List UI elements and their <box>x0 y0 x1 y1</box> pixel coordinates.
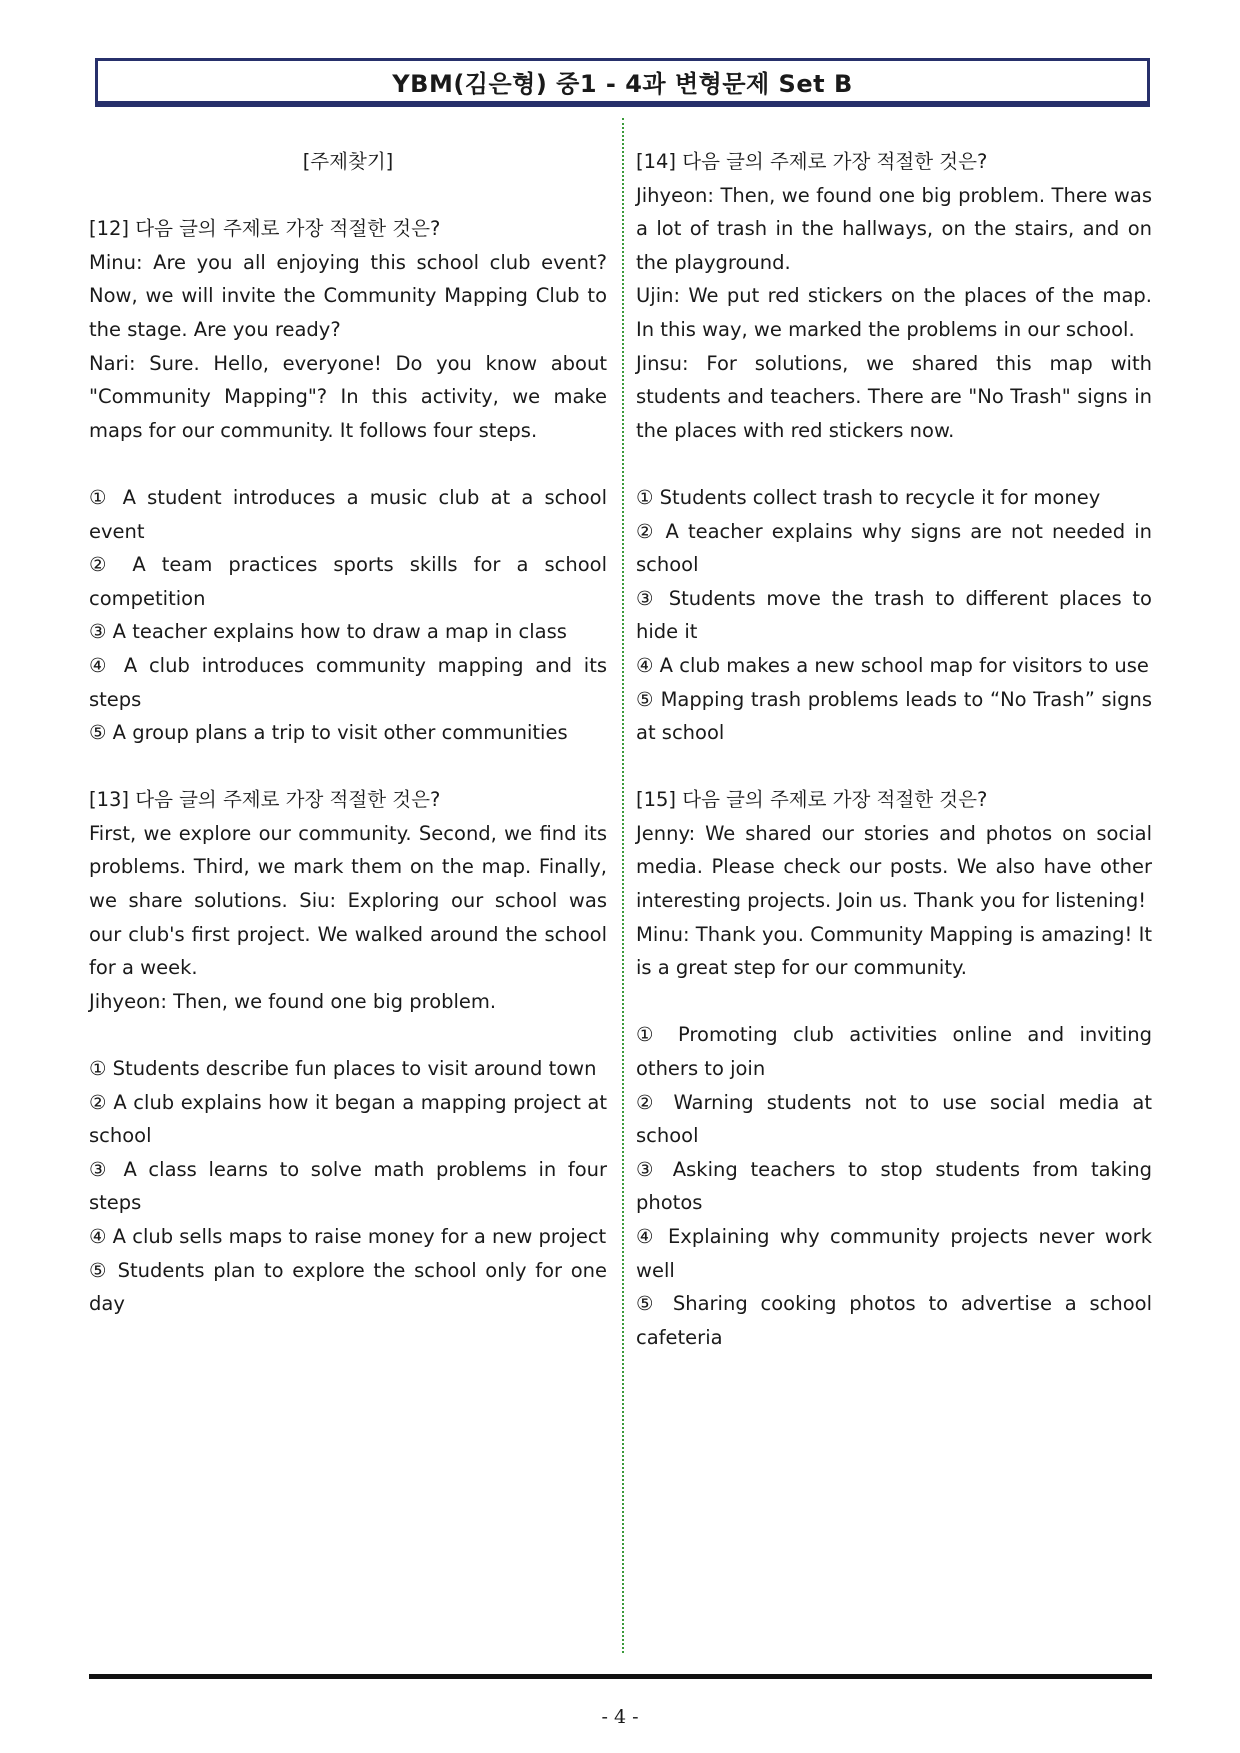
answer-choice-3[interactable]: ③ A class learns to solve math problems in four steps <box>89 1157 607 1215</box>
page-number: - 4 - <box>601 1706 639 1728</box>
column-divider <box>622 118 624 1653</box>
question-prompt: [15] 다음 글의 주제로 가장 적절한 것은? <box>636 788 988 812</box>
question-13 <box>89 783 607 1321</box>
passage-line: Ujin: We put red stickers on the places of the map. In this way, we marked the problems in our school. <box>636 284 1152 341</box>
question-15 <box>636 783 1152 1354</box>
answer-choice-4[interactable]: ④ A club makes a new school map for visitors to use <box>636 653 1149 677</box>
question-14 <box>636 145 1152 750</box>
passage-line: Jenny: We shared our stories and photos on social media. Please check our posts. We also have other interesting projects. Join us. Thank you for listening! <box>636 821 1152 913</box>
answer-choice-5[interactable]: ⑤ Sharing cooking photos to advertise a school cafeteria <box>636 1292 1152 1349</box>
answer-choice-1[interactable]: ① A student introduces a music club at a school event <box>89 485 607 543</box>
answer-choice-4[interactable]: ④ A club sells maps to raise money for a new project <box>89 1225 607 1248</box>
question-prompt: [12] 다음 글의 주제로 가장 적절한 것은? <box>89 217 441 241</box>
right-column <box>636 145 1152 1354</box>
left-column <box>89 145 607 1321</box>
answer-choice-1[interactable]: ① Promoting club activities online and inviting others to join <box>636 1023 1152 1081</box>
answer-choice-3[interactable]: ③ Asking teachers to stop students from taking photos <box>636 1157 1152 1215</box>
passage-line: Jihyeon: Then, we found one big problem. There was a lot of trash in the hallways, on the stairs, and on the playground. <box>636 183 1152 274</box>
question-12 <box>89 212 607 750</box>
answer-choice-2[interactable]: ② Warning students not to use social media at school <box>636 1090 1152 1148</box>
passage-line: First, we explore our community. Second, we find its problems. Third, we mark them on the map. Finally, we share solutions. Siu: Exploring our school was our club's first project. We walked around the school for a week. <box>89 821 607 980</box>
passage-line: Jihyeon: Then, we found one big problem. <box>89 989 497 1013</box>
answer-choice-5[interactable]: ⑤ A group plans a trip to visit other communities <box>89 721 568 745</box>
answer-choice-5[interactable]: ⑤ Students plan to explore the school only for one day <box>89 1258 607 1316</box>
answer-choice-2[interactable]: ② A team practices sports skills for a school competition <box>89 553 607 610</box>
passage-line: Minu: Thank you. Community Mapping is amazing! It is a great step for our community. <box>636 922 1152 980</box>
question-prompt: [14] 다음 글의 주제로 가장 적절한 것은? <box>636 150 988 173</box>
answer-choice-1[interactable]: ① Students describe fun places to visit around town <box>89 1057 597 1081</box>
answer-choice-4[interactable]: ④ Explaining why community projects never work well <box>636 1225 1152 1282</box>
answer-choice-1[interactable]: ① Students collect trash to recycle it for money <box>636 485 1101 509</box>
footer-rule <box>89 1674 1152 1679</box>
answer-choice-4[interactable]: ④ A club introduces community mapping and its steps <box>89 653 607 711</box>
passage-line: Minu: Are you all enjoying this school club event? Now, we will invite the Community Mapping Club to the stage. Are you ready? <box>89 250 607 341</box>
section-label: [주제찾기] <box>302 150 394 173</box>
page-title: YBM(김은형) 중1 - 4과 변형문제 Set B <box>392 69 853 98</box>
question-prompt: [13] 다음 글의 주제로 가장 적절한 것은? <box>89 788 441 812</box>
answer-choice-2[interactable]: ② A teacher explains why signs are not needed in school <box>636 519 1152 577</box>
passage-line: Nari: Sure. Hello, everyone! Do you know about "Community Mapping"? In this activity, we make maps for our community. It follows four steps. <box>89 351 607 442</box>
answer-choice-3[interactable]: ③ A teacher explains how to draw a map in class <box>89 620 567 644</box>
answer-choice-2[interactable]: ② A club explains how it began a mapping project at school <box>89 1090 607 1148</box>
answer-choice-5[interactable]: ⑤ Mapping trash problems leads to “No Trash” signs at school <box>636 687 1152 745</box>
answer-choice-3[interactable]: ③ Students move the trash to different places to hide it <box>636 586 1152 644</box>
passage-line: Jinsu: For solutions, we shared this map with students and teachers. There are "No Trash" signs in the places with red stickers now. <box>636 351 1152 442</box>
title-box <box>95 58 1150 104</box>
